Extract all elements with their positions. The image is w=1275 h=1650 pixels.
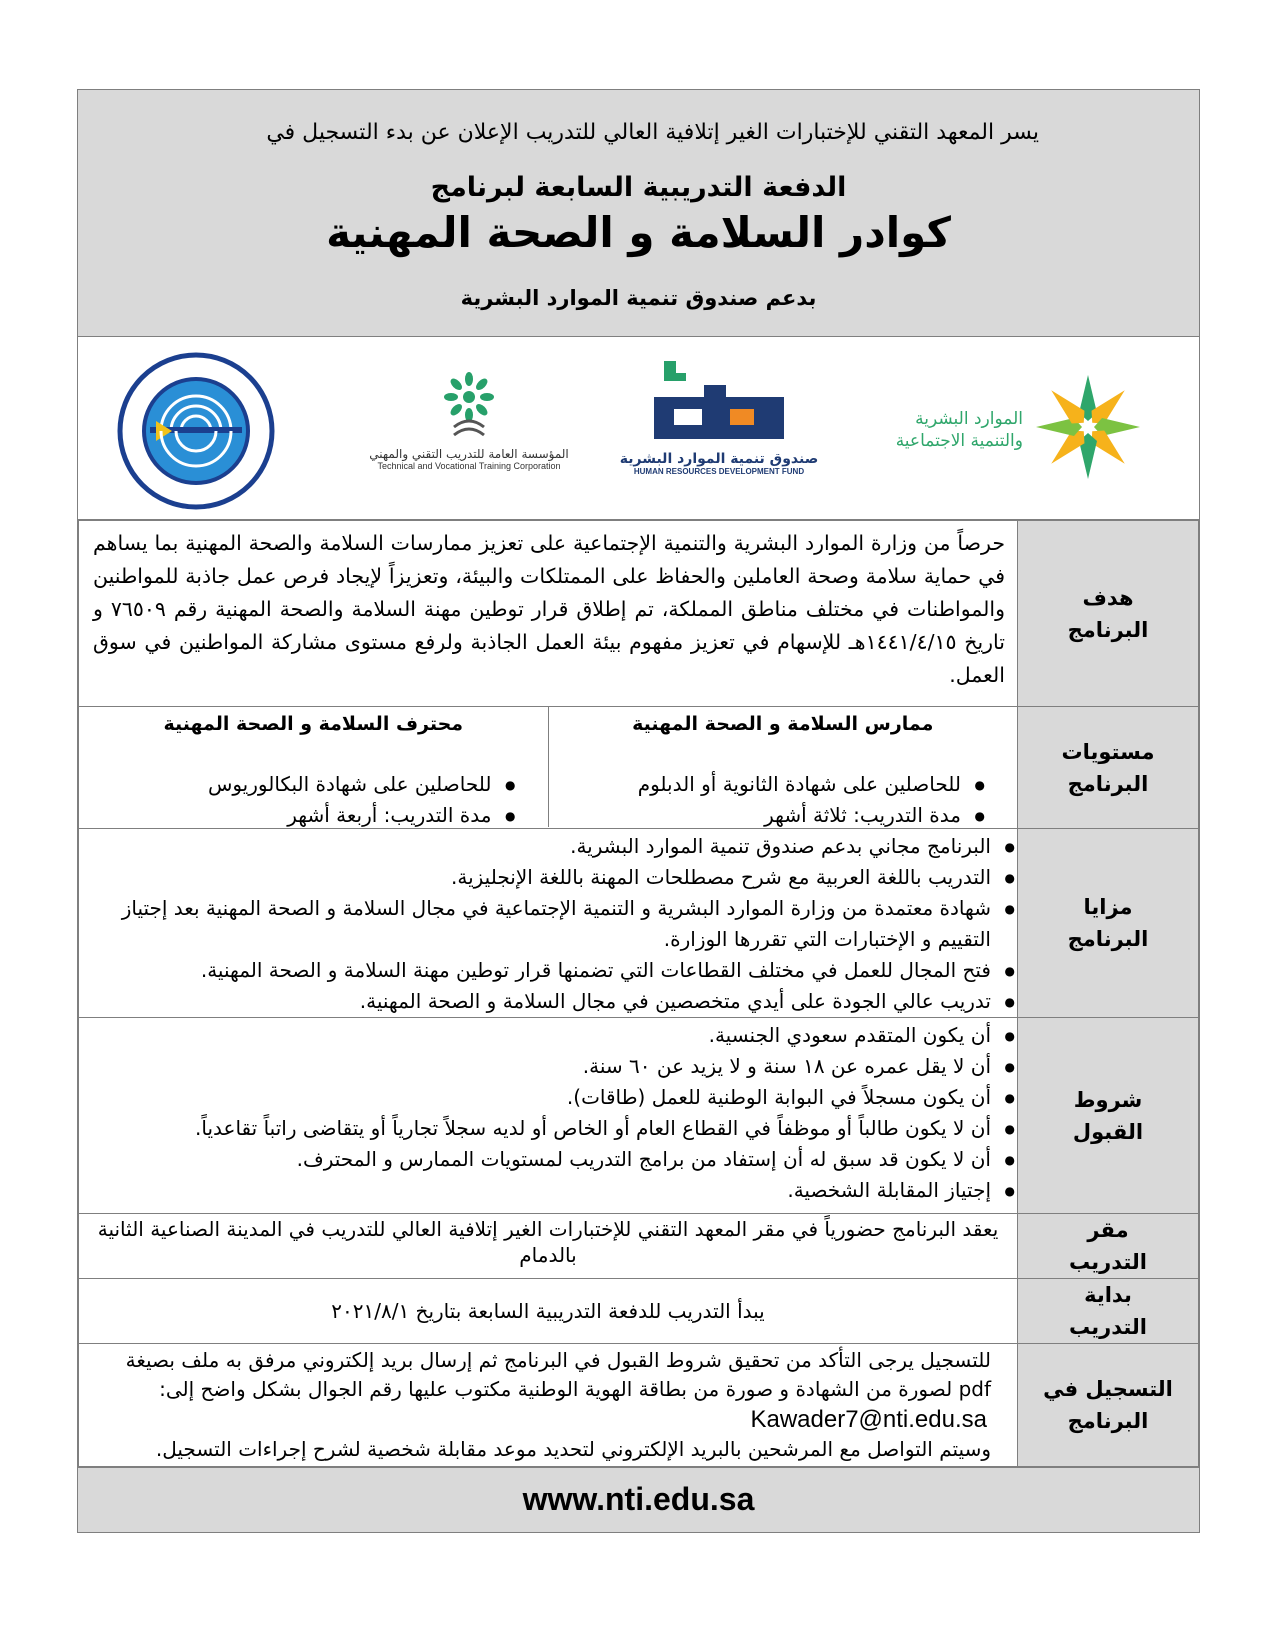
benefits-label-line1: مزايا (1083, 895, 1133, 919)
benefits-label-line2: البرنامج (1067, 927, 1149, 951)
start-label-line1: بداية (1084, 1283, 1132, 1307)
location-text: يعقد البرنامج حضورياً في مقر المعهد التقني للإختبارات الغير إتلافية العالي للتدريب في المدينة الصناعية الثانية بالدمام (79, 1214, 1018, 1279)
list-item: ● البرنامج مجاني بدعم صندوق تنمية الموارد البشرية. (79, 831, 991, 862)
announcement-page (77, 89, 1200, 1533)
tvtc-logo-en: Technical and Vocational Training Corporation (377, 461, 561, 471)
hrsd-logo-line2: والتنمية الاجتماعية (895, 431, 1023, 451)
goal-row (79, 521, 1199, 707)
list-item: ● أن لا يقل عمره عن ١٨ سنة و لا يزيد عن ٦٠ سنة. (79, 1051, 991, 1082)
nti-logo (116, 351, 276, 511)
location-label-line2: التدريب (1069, 1250, 1147, 1274)
list-item: ● مدة التدريب: ثلاثة أشهر (559, 800, 962, 831)
announcement-header (78, 90, 1199, 337)
registration-followup: وسيتم التواصل مع المرشحين بالبريد الإلكتروني لتحديد موعد مقابلة شخصية لشرح إجراءات التسجيل. (155, 1437, 991, 1461)
registration-email[interactable]: Kawader7@nti.edu.sa (750, 1406, 987, 1433)
levels-label-line1: مستويات (1061, 739, 1155, 764)
list-item: ● مدة التدريب: أربعة أشهر (89, 800, 492, 831)
list-item: ● فتح المجال للعمل في مختلف القطاعات التي تضمنها قرار توطين مهنة السلامة و الصحة المهنية. (79, 955, 991, 986)
registration-content (79, 1344, 1018, 1467)
registration-label-line1: التسجيل في (1043, 1377, 1173, 1401)
website-footer (78, 1467, 1199, 1532)
registration-label-line2: البرنامج (1067, 1409, 1149, 1433)
start-label-line2: التدريب (1069, 1315, 1147, 1339)
hadaf-logo-icon (644, 357, 794, 447)
practitioner-title: ممارس السلامة و الصحة المهنية (632, 713, 934, 735)
goal-label-line1: هدف (1082, 585, 1134, 610)
conditions-label-line2: القبول (1072, 1119, 1144, 1144)
intro-text: يسر المعهد التقني للإختبارات الغير إتلافية العالي للتدريب الإعلان عن بدء التسجيل في (266, 120, 1039, 145)
tvtc-logo-ar: المؤسسة العامة للتدريب التقني والمهني (369, 447, 569, 461)
hrsd-star-logo-icon (1033, 367, 1143, 487)
practitioner-level (549, 707, 1018, 827)
benefits-row (79, 829, 1199, 1018)
support-line: بدعم صندوق تنمية الموارد البشرية (460, 286, 817, 310)
program-title: كوادر السلامة و الصحة المهنية (326, 208, 951, 257)
registration-row (79, 1344, 1199, 1467)
location-row (79, 1214, 1199, 1279)
start-row (79, 1279, 1199, 1344)
batch-title: الدفعة التدريبية السابعة لبرنامج (430, 172, 847, 203)
hrsd-logo (853, 367, 1143, 487)
conditions-label-line1: شروط (1073, 1087, 1143, 1112)
nti-seal-logo-icon (116, 351, 276, 511)
levels-row (79, 707, 1199, 829)
benefits-content (79, 829, 1018, 1018)
hadaf-logo-en: HUMAN RESOURCES DEVELOPMENT FUND (633, 467, 805, 476)
hadaf-logo (619, 357, 819, 507)
goal-label (1018, 521, 1199, 707)
list-item: ● إجتياز المقابلة الشخصية. (79, 1175, 991, 1206)
professional-level (79, 707, 549, 827)
hrsd-logo-line1: الموارد البشرية (915, 409, 1023, 429)
hadaf-logo-ar: صندوق تنمية الموارد البشرية (619, 451, 819, 467)
registration-label (1018, 1344, 1199, 1467)
levels-label-line2: البرنامج (1067, 771, 1149, 796)
benefits-label (1018, 829, 1199, 1018)
goal-text: حرصاً من وزارة الموارد البشرية والتنمية الإجتماعية على تعزيز ممارسات السلامة والصحة المهنية بما يساهم في حماية سلامة وصحة العاملين والحفاظ على الممتلكات والبيئة، وتعزيزاً لإيجاد فرص عمل جاذبة للمواطنين والمواطنات في مختلف مناطق المملكة، تم إطلاق قرار توطين مهنة السلامة والصحة المهنية رقم ٧٦٥٠٩ و تاريخ ١٤٤١/٤/١٥هـ للإسهام في تعزيز مفهوم بيئة العمل الجاذبة ولرفع مستوى مشاركة المواطنين في سوق العمل. (79, 521, 1018, 707)
list-item: ● أن يكون مسجلاً في البوابة الوطنية للعمل (طاقات). (79, 1082, 991, 1113)
list-item: ● أن لا يكون قد سبق له أن إستفاد من برامج التدريب لمستويات الممارس و المحترف. (79, 1144, 991, 1175)
conditions-row (79, 1018, 1199, 1214)
list-item: ● التدريب باللغة العربية مع شرح مصطلحات المهنة باللغة الإنجليزية. (79, 862, 991, 893)
conditions-label (1018, 1018, 1199, 1214)
list-item: ● أن يكون المتقدم سعودي الجنسية. (79, 1020, 991, 1051)
list-item: ● أن لا يكون طالباً أو موظفاً في القطاع العام أو الخاص أو لديه سجلاً تجارياً أو يتقاضى راتباً تقاعدياً. (79, 1113, 991, 1144)
start-label (1018, 1279, 1199, 1344)
location-label-line1: مقر (1087, 1218, 1129, 1242)
program-details-table (78, 520, 1199, 1467)
registration-instructions: للتسجيل يرجى التأكد من تحقيق شروط القبول في البرنامج ثم إرسال بريد إلكتروني مرفق به ملف بصيغة pdf لصورة من الشهادة و صورة من بطاقة الهوية الوطنية مكتوب عليها رقم الجوال بشكل واضح إلى: (125, 1348, 991, 1401)
logos-strip (78, 337, 1199, 520)
list-item: ● تدريب عالي الجودة على أيدي متخصصين في مجال السلامة و الصحة المهنية. (79, 986, 991, 1017)
tvtc-logo-icon (434, 365, 504, 445)
levels-label (1018, 707, 1199, 829)
start-text: يبدأ التدريب للدفعة التدريبية السابعة بتاريخ ٢٠٢١/٨/١ (79, 1279, 1018, 1344)
levels-content (79, 707, 1018, 829)
professional-title: محترف السلامة و الصحة المهنية (163, 713, 464, 735)
location-label (1018, 1214, 1199, 1279)
list-item: ● للحاصلين على شهادة الثانوية أو الدبلوم (559, 769, 962, 800)
tvtc-logo (354, 365, 584, 505)
conditions-content (79, 1018, 1018, 1214)
website-link[interactable]: www.nti.edu.sa (522, 1481, 755, 1517)
goal-label-line2: البرنامج (1067, 617, 1149, 642)
list-item: ● للحاصلين على شهادة البكالوريوس (89, 769, 492, 800)
list-item: ● شهادة معتمدة من وزارة الموارد البشرية و التنمية الإجتماعية في مجال السلامة و الصحة المهنية بعد إجتياز التقييم و الإختبارات التي تقررها الوزارة. (79, 893, 991, 955)
